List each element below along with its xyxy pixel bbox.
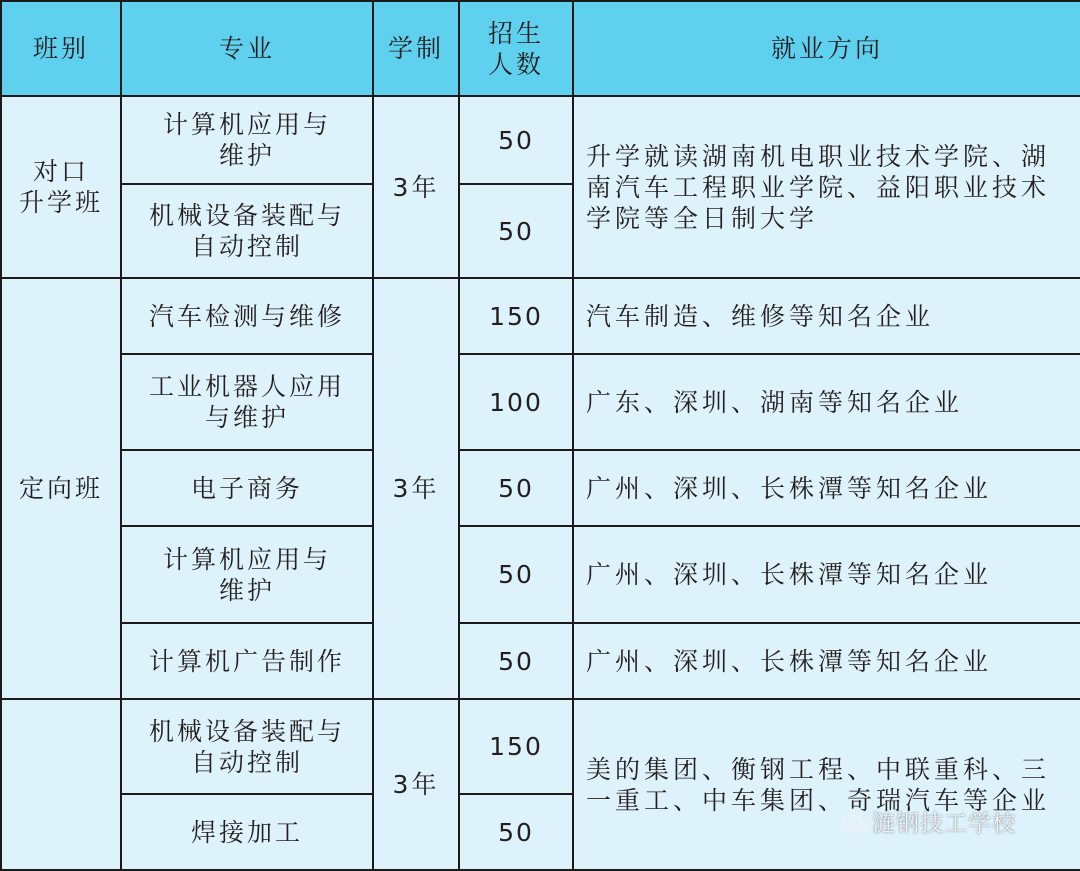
major-cell <box>121 354 373 450</box>
major-cell <box>121 526 373 623</box>
major-line: 维护 <box>218 141 275 170</box>
header-count <box>459 1 573 96</box>
header-row <box>1 1 1080 96</box>
watermark-text: 涟钢技工学校 <box>872 811 1016 837</box>
table-row <box>1 450 1080 526</box>
major-cell: 计算机广告制作 <box>121 623 373 699</box>
major-line: 机械设备装配与 <box>148 201 345 230</box>
class-line: 升学班 <box>18 188 103 217</box>
direction-cell <box>573 699 1080 870</box>
class-line: 对口 <box>32 157 89 186</box>
table-row <box>1 699 1080 794</box>
duration-cell: 3年 <box>373 96 459 278</box>
direction-line: 一重工、中车集团、奇瑞汽车等企业 <box>586 785 1051 815</box>
major-line: 维护 <box>218 575 275 605</box>
count-cell: 100 <box>459 354 573 450</box>
table-row <box>1 526 1080 623</box>
table-row <box>1 623 1080 699</box>
header-major: 专业 <box>121 1 373 96</box>
table-row <box>1 354 1080 450</box>
header-count-line: 人数 <box>487 49 544 79</box>
direction-cell: 广州、深圳、长株潭等知名企业 <box>573 450 1080 526</box>
direction-line: 升学就读湖南机电职业技术学院、湖 <box>586 141 1051 171</box>
major-cell <box>121 96 373 184</box>
header-direction: 就业方向 <box>573 1 1080 96</box>
major-cell <box>121 184 373 278</box>
count-cell: 50 <box>459 794 573 870</box>
direction-cell: 广州、深圳、长株潭等知名企业 <box>573 623 1080 699</box>
direction-line: 南汽车工程职业学院、益阳职业技术 <box>586 172 1051 202</box>
class-cell: 定向班 <box>1 278 121 699</box>
direction-cell <box>573 96 1080 278</box>
duration-cell: 3年 <box>373 278 459 699</box>
count-cell: 150 <box>459 278 573 354</box>
major-cell: 汽车检测与维修 <box>121 278 373 354</box>
header-duration: 学制 <box>373 1 459 96</box>
direction-line: 美的集团、衡钢工程、中联重科、三 <box>586 754 1051 784</box>
count-cell: 50 <box>459 96 573 184</box>
class-cell <box>1 699 121 870</box>
direction-line: 学院等全日制大学 <box>586 203 819 233</box>
major-line: 自动控制 <box>190 747 303 777</box>
header-count-line: 招生 <box>487 18 544 48</box>
count-cell: 50 <box>459 623 573 699</box>
header-class: 班别 <box>1 1 121 96</box>
major-cell: 电子商务 <box>121 450 373 526</box>
major-cell: 焊接加工 <box>121 794 373 870</box>
major-line: 机械设备装配与 <box>148 716 345 746</box>
count-cell: 50 <box>459 450 573 526</box>
direction-cell: 广东、深圳、湖南等知名企业 <box>573 354 1080 450</box>
major-line: 计算机应用与 <box>162 544 331 574</box>
watermark <box>842 805 1016 838</box>
major-line: 与维护 <box>204 403 289 432</box>
wechat-icon <box>842 814 868 834</box>
major-cell <box>121 699 373 794</box>
count-cell: 150 <box>459 699 573 794</box>
count-cell: 50 <box>459 184 573 278</box>
major-line: 计算机应用与 <box>162 110 331 139</box>
table-row <box>1 96 1080 184</box>
class-cell <box>1 96 121 278</box>
table-row <box>1 278 1080 354</box>
direction-cell: 汽车制造、维修等知名企业 <box>573 278 1080 354</box>
count-cell: 50 <box>459 526 573 623</box>
major-line: 工业机器人应用 <box>148 372 345 401</box>
duration-cell: 3年 <box>373 699 459 870</box>
direction-cell: 广州、深圳、长株潭等知名企业 <box>573 526 1080 623</box>
major-line: 自动控制 <box>190 232 303 261</box>
